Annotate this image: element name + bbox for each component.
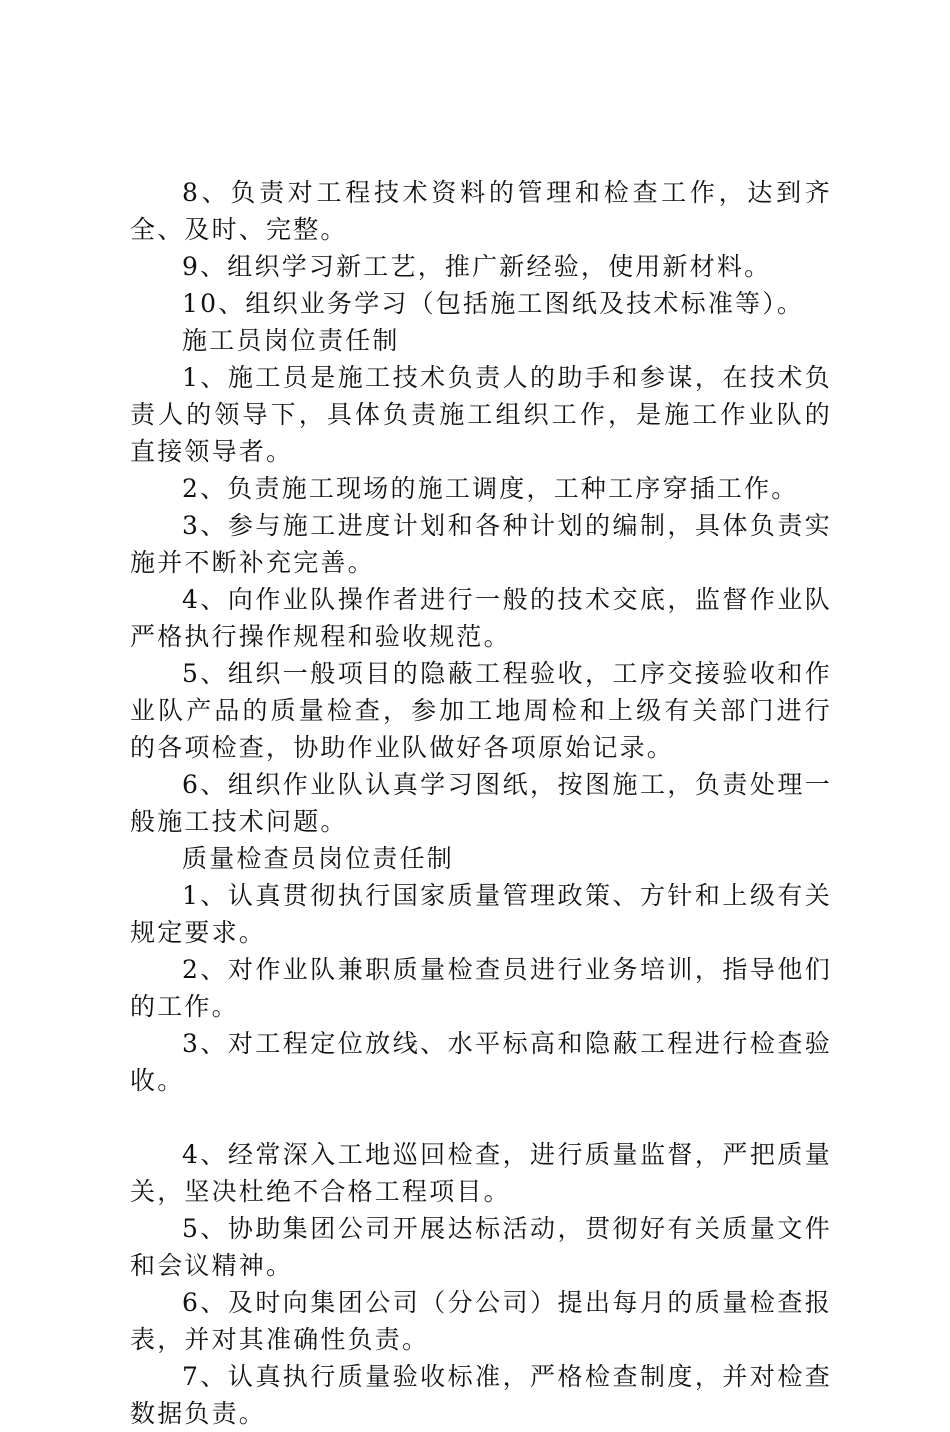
paragraph-quality-7: 7、认真执行质量验收标准，严格检查制度，并对检查数据负责。 [130,1362,832,1428]
paragraph-quality-6: 6、及时向集团公司（分公司）提出每月的质量检查报表，并对其准确性负责。 [130,1288,832,1354]
paragraph-worker-5: 5、组织一般项目的隐蔽工程验收，工序交接验收和作业队产品的质量检查，参加工地周检和上级有关部门进行的各项检查，协助作业队做好各项原始记录。 [130,659,832,762]
paragraph-quality-5: 5、协助集团公司开展达标活动，贯彻好有关质量文件和会议精神。 [130,1214,832,1280]
section-heading-quality-inspector: 质量检查员岗位责任制 [182,844,455,873]
paragraph-quality-2: 2、对作业队兼职质量检查员进行业务培训，指导他们的工作。 [130,955,832,1021]
paragraph-worker-3: 3、参与施工进度计划和各种计划的编制，具体负责实施并不断补充完善。 [130,511,832,577]
paragraph-worker-6: 6、组织作业队认真学习图纸，按图施工，负责处理一般施工技术问题。 [130,770,832,836]
paragraph-worker-1: 1、施工员是施工技术负责人的助手和参谋，在技术负责人的领导下，具体负责施工组织工作，是施工作业队的直接领导者。 [130,363,832,466]
paragraph-worker-4: 4、向作业队操作者进行一般的技术交底，监督作业队严格执行操作规程和验收规范。 [130,585,832,651]
section-heading-construction-worker: 施工员岗位责任制 [182,326,400,355]
paragraph-quality-3: 3、对工程定位放线、水平标高和隐蔽工程进行检查验收。 [130,1029,832,1095]
blank-line [130,1099,832,1136]
paragraph-item-10: 10、组织业务学习（包括施工图纸及技术标准等）。 [182,289,805,318]
paragraph-item-8: 8、负责对工程技术资料的管理和检查工作，达到齐全、及时、完整。 [130,178,832,244]
document-body [130,174,832,1432]
paragraph-worker-2: 2、负责施工现场的施工调度，工种工序穿插工作。 [182,474,799,503]
paragraph-item-9: 9、组织学习新工艺，推广新经验，使用新材料。 [182,252,772,281]
paragraph-quality-1: 1、认真贯彻执行国家质量管理政策、方针和上级有关规定要求。 [130,881,832,947]
paragraph-quality-4: 4、经常深入工地巡回检查，进行质量监督，严把质量关，坚决杜绝不合格工程项目。 [130,1140,832,1206]
